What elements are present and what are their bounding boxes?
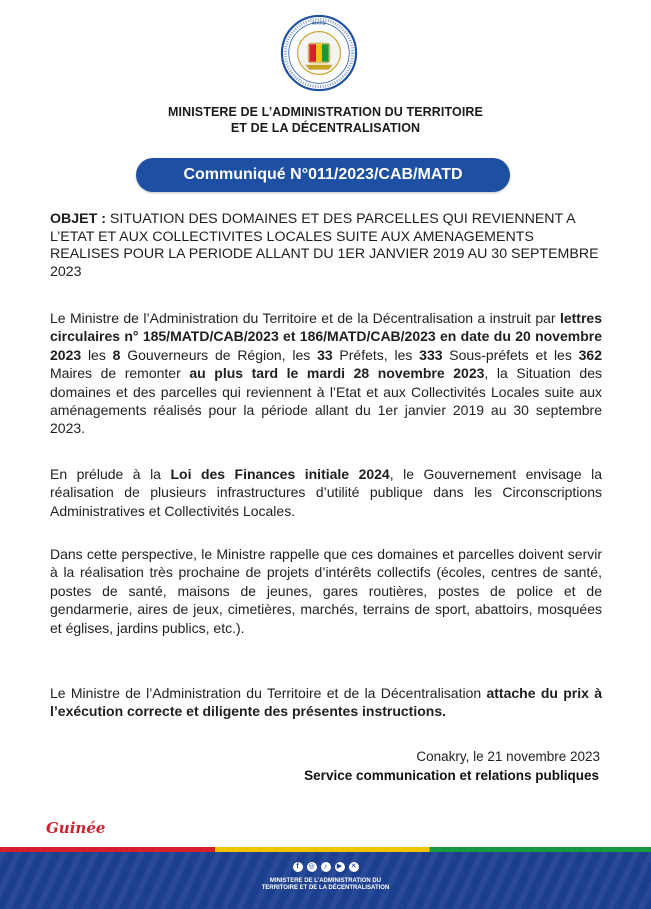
facebook-icon[interactable]: f (293, 862, 303, 872)
ministry-title-line2: ET DE LA DÉCENTRALISATION (230, 121, 421, 135)
footer-ministry-name (0, 878, 651, 892)
ministry-seal-logo (280, 14, 358, 92)
svg-text:MATD: MATD (312, 21, 326, 27)
footer-line2: TERRITOIRE ET DE LA DÉCENTRALISATION (261, 885, 390, 891)
paragraph-instructions (50, 309, 602, 438)
ministry-header (0, 104, 651, 136)
p1-text-7: , la Situation des domaines et des parcelles qui reviennent à l’Etat et aux Collectivités Locales suite aux aménagements réalisés pour la période allant du 1er janvier 2019 au 30 septembre 2023. (50, 365, 602, 437)
tiktok-icon[interactable]: ♪ (321, 862, 331, 872)
p1-count-governors: 8 (112, 346, 121, 363)
paragraph-finance-law (50, 465, 602, 520)
p1-text-5: Sous-préfets et les (442, 346, 579, 363)
signature-place-date: Conakry, le 21 novembre 2023 (416, 749, 600, 764)
p1-deadline: au plus tard le mardi 28 novembre 2023 (189, 365, 485, 382)
footer-line1: MINISTERE DE L’ADMINISTRATION DU (269, 878, 382, 884)
p2-text-1: En prélude à la (50, 466, 171, 482)
objet-section (50, 211, 600, 281)
signature-service: Service communication et relations publiques (304, 768, 599, 783)
p1-text-1: Le Ministre de l’Administration du Territoire et de la Décentralisation a instruit par (50, 310, 560, 326)
youtube-icon[interactable]: ▶ (335, 862, 345, 872)
p1-text-4: Préfets, les (332, 346, 420, 363)
p1-count-subprefects: 333 (419, 346, 443, 363)
paragraph-conclusion (50, 684, 602, 721)
p4-text-1: Le Ministre de l’Administration du Territoire et de la Décentralisation (50, 685, 487, 701)
p1-circulars: lettres circulaires n° 185/MATD/CAB/2023 et 186/MATD/CAB/2023 en date du 20 novembre 2023 (50, 310, 602, 363)
twitter-icon[interactable]: ✕ (349, 862, 359, 872)
social-icons (0, 862, 651, 872)
p2-text-2: , le Gouvernement envisage la réalisation de plusieurs infrastructures d’utilité publique dans les Circonscriptions Administratives et Collectivités Locales. (50, 466, 602, 519)
p2-finance-law: Loi des Finances initiale 2024 (170, 466, 390, 482)
p4-emphasis: attache du prix à l’exécution correcte et diligente des présentes instructions. (50, 685, 602, 720)
p1-count-prefects: 33 (317, 346, 333, 363)
ministry-title-line1: MINISTERE DE L’ADMINISTRATION DU TERRITOIRE (168, 105, 483, 119)
instagram-icon[interactable]: ◎ (308, 863, 315, 870)
communique-title-banner: Communiqué N°011/2023/CAB/MATD (136, 158, 510, 192)
guinee-logo: Guinée (46, 819, 106, 837)
p1-text-3: Gouverneurs de Région, les (120, 346, 318, 363)
paragraph-perspective: Dans cette perspective, le Ministre rappelle que ces domaines et parcelles doivent servir à la réalisation très prochaine de projets d’intérêts collectifs (écoles, centres de santé, postes de santé, maisons de jeunes, gares routières, postes de police et de gendarmerie, aires de jeux, cimetières, marchés, terrains de sport, abattoirs, mosquées et églises, jardins publics, etc.). (50, 546, 602, 636)
objet-label: OBJET : (50, 211, 106, 227)
objet-text: SITUATION DES DOMAINES ET DES PARCELLES QUI REVIENNENT A L’ETAT ET AUX COLLECTIVITES LOCALES SUITE AUX AMENAGEMENTS REALISES POUR LA PERIODE ALLANT DU 1ER JANVIER 2019 AU 30 SEPTEMBRE 2023 (50, 211, 599, 280)
p1-text-6: Maires de remonter (50, 365, 190, 382)
p1-count-mayors: 362 (578, 346, 602, 363)
p1-text-2: les (81, 346, 113, 363)
